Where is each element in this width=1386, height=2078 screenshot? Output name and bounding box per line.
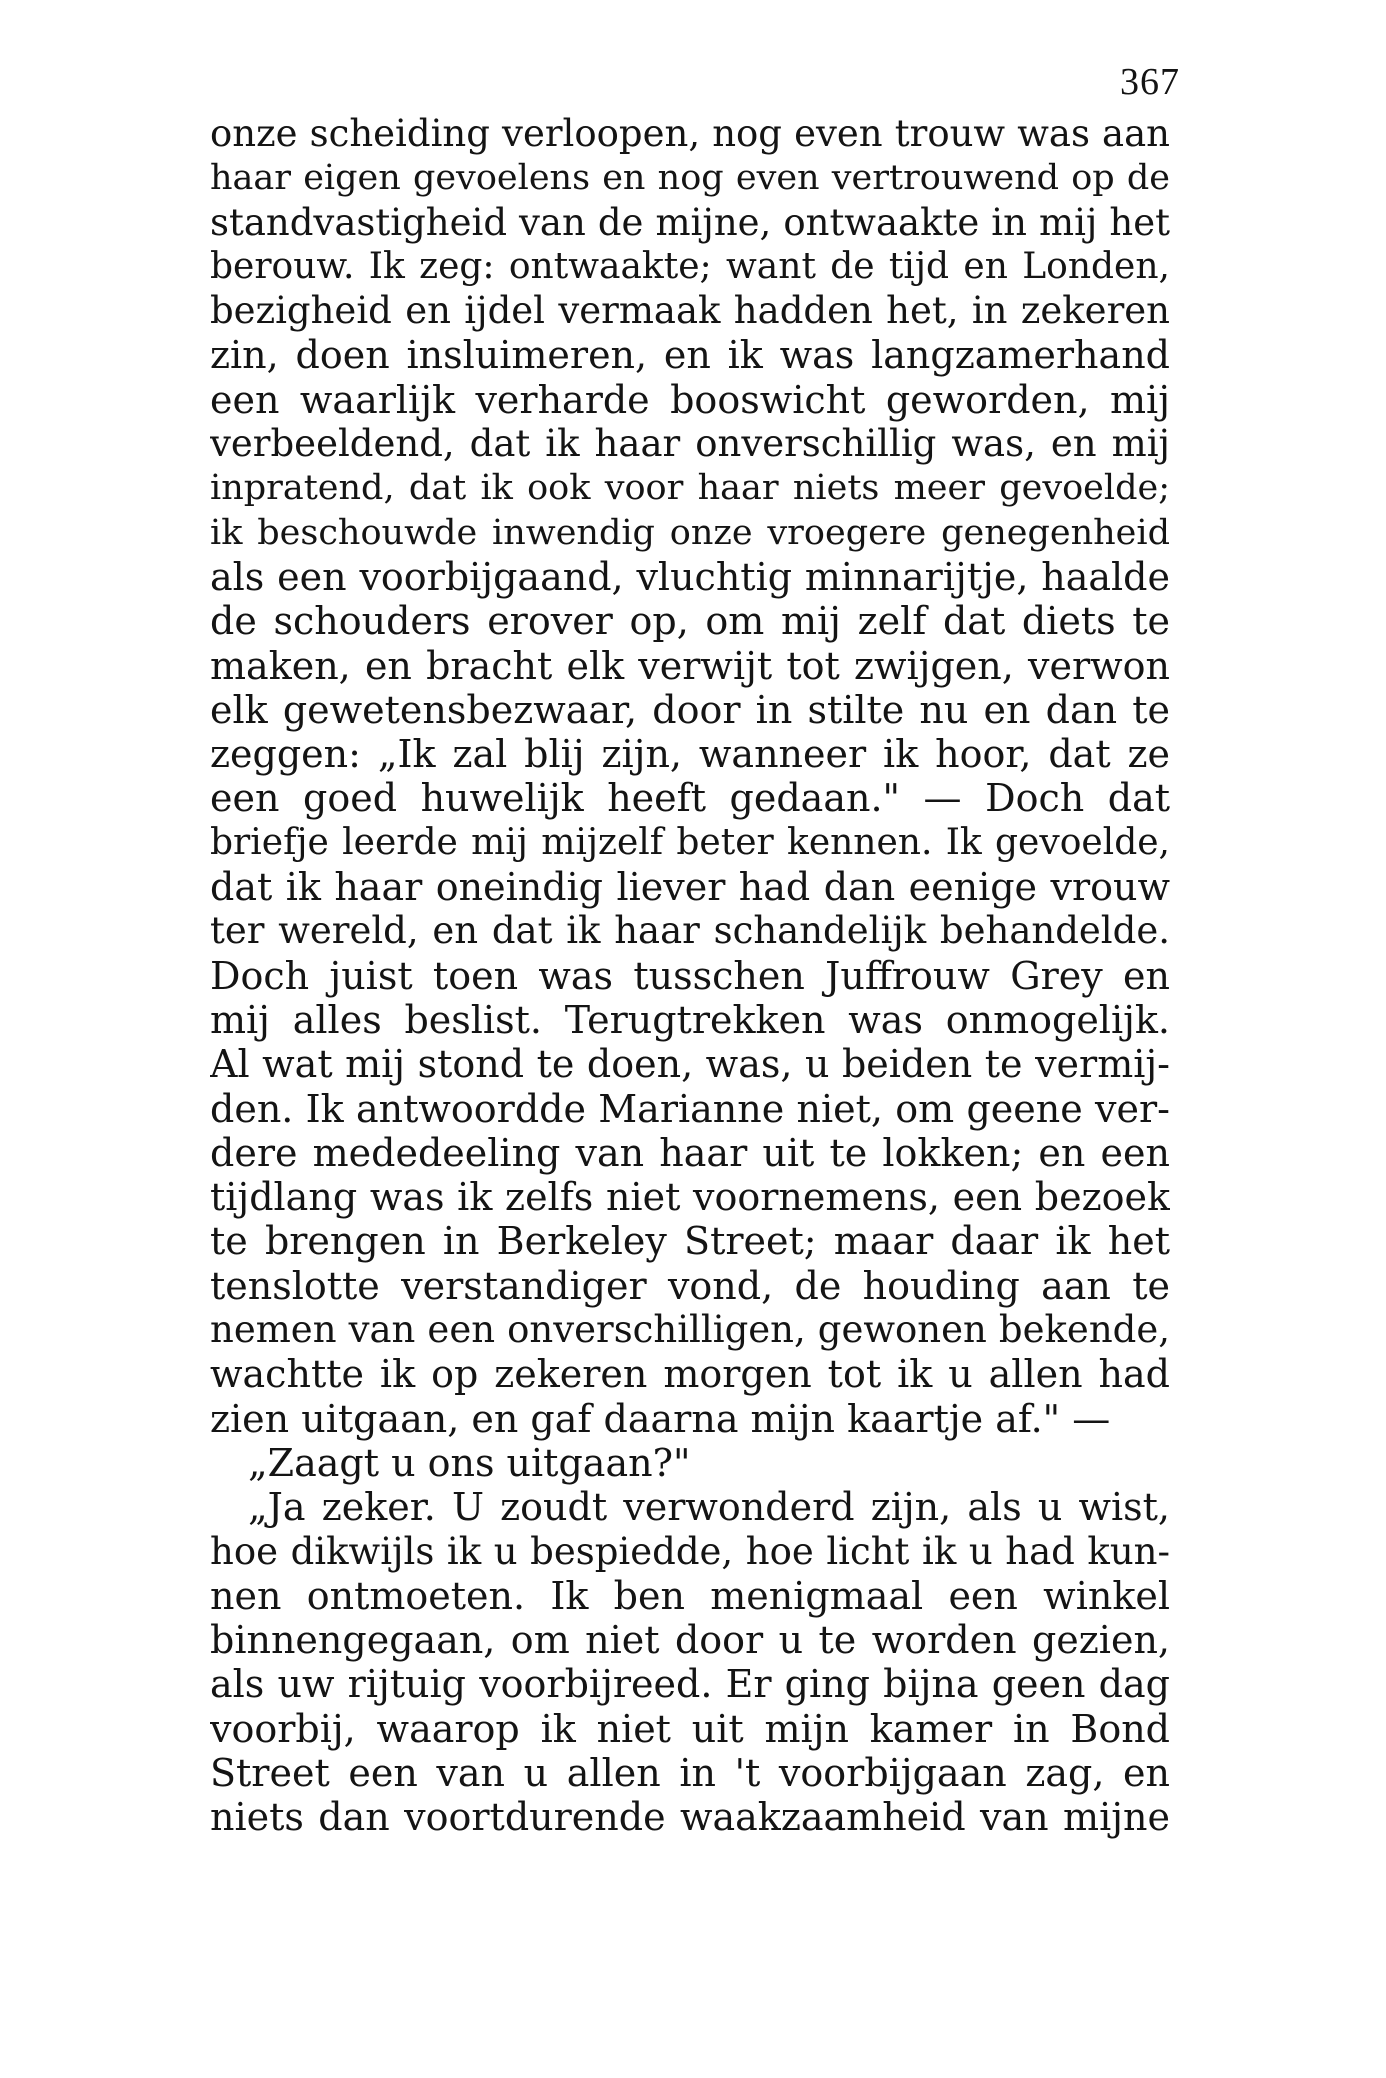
text-line: een goed huwelijk heeft gedaan." — Doch dat [210, 776, 1170, 821]
text-line: tenslotte verstandiger vond, de houding aan te [210, 1263, 1170, 1308]
text-line: nen ontmoeten. Ik ben menigmaal een winkel [210, 1573, 1170, 1618]
text-line: nemen van een onverschilligen, gewonen bekende, [210, 1308, 1170, 1352]
text-line: „Ja zeker. U zoudt verwonderd zijn, als u wist, [248, 1485, 1170, 1530]
text-line: inpratend, dat ik ook voor haar niets meer gevoelde; [210, 468, 1170, 509]
text-line: zin, doen insluimeren, en ik was langzamerhand [210, 333, 1170, 378]
text-line: voorbij, waarop ik niet uit mijn kamer in Bond [210, 1706, 1170, 1751]
text-line: wachtte ik op zekeren morgen tot ik u allen had [210, 1352, 1170, 1397]
text-line: onze scheiding verloopen, nog even trouw was aan [210, 112, 1170, 155]
text-line: verbeeldend, dat ik haar onverschillig was, en mij [210, 422, 1170, 466]
text-line: niets dan voortdurende waakzaamheid van mijne [210, 1795, 1170, 1840]
text-line: Doch juist toen was tusschen Juffrouw Grey en [210, 953, 1170, 998]
text-line: berouw. Ik zeg: ontwaakte; want de tijd en Londen, [210, 245, 1170, 287]
text-line: als een voorbijgaand, vluchtig minnarijtje, haalde [210, 554, 1170, 599]
text-line: binnengegaan, om niet door u te worden gezien, [210, 1618, 1170, 1663]
text-line: dere mededeeling van haar uit te lokken; en een [210, 1130, 1170, 1175]
text-line: mij alles beslist. Terugtrekken was onmogelijk. [210, 997, 1170, 1042]
text-line: als uw rijtuig voorbijreed. Er ging bijna geen dag [210, 1662, 1170, 1707]
text-line: elk gewetensbezwaar, door in stilte nu en dan te [210, 687, 1170, 732]
text-line: zien uitgaan, en gaf daarna mijn kaartje af." — [210, 1396, 1111, 1441]
text-line: zeggen: „Ik zal blij zijn, wanneer ik hoor, dat ze [210, 732, 1170, 777]
text-line: standvastigheid van de mijne, ontwaakte in mij het [210, 200, 1170, 244]
text-line: „Zaagt u ons uitgaan?" [248, 1440, 691, 1485]
text-line: briefje leerde mij mijzelf beter kennen. Ik gevoelde, [210, 821, 1170, 863]
text-line: hoe dikwijls ik u bespiedde, hoe licht ik u had kun- [210, 1529, 1170, 1573]
text-line: te brengen in Berkeley Street; maar daar ik het [210, 1219, 1170, 1264]
text-line: bezigheid en ijdel vermaak hadden het, in zekeren [210, 289, 1170, 333]
text-line: Street een van u allen in 't voorbijgaan zag, en [210, 1750, 1170, 1795]
text-line: haar eigen gevoelens en nog even vertrouwend op de [210, 158, 1170, 199]
text-line: Al wat mij stond te doen, was, u beiden te vermij- [210, 1042, 1170, 1087]
page-number: 367 [1120, 61, 1180, 103]
text-line: de schouders erover op, om mij zelf dat diets te [210, 599, 1170, 644]
text-line: maken, en bracht elk verwijt tot zwijgen, verwon [210, 643, 1170, 688]
text-line: ter wereld, en dat ik haar schandelijk behandelde. [210, 909, 1170, 953]
text-line: ik beschouwde inwendig onze vroegere genegenheid [210, 512, 1170, 553]
text-line: tijdlang was ik zelfs niet voornemens, een bezoek [210, 1175, 1170, 1220]
body-text [210, 112, 1170, 1840]
text-line: dat ik haar oneindig liever had dan eenige vrouw [210, 865, 1170, 910]
text-line: den. Ik antwoordde Marianne niet, om geene ver- [210, 1086, 1170, 1131]
text-line: een waarlijk verharde booswicht geworden, mij [210, 377, 1170, 422]
